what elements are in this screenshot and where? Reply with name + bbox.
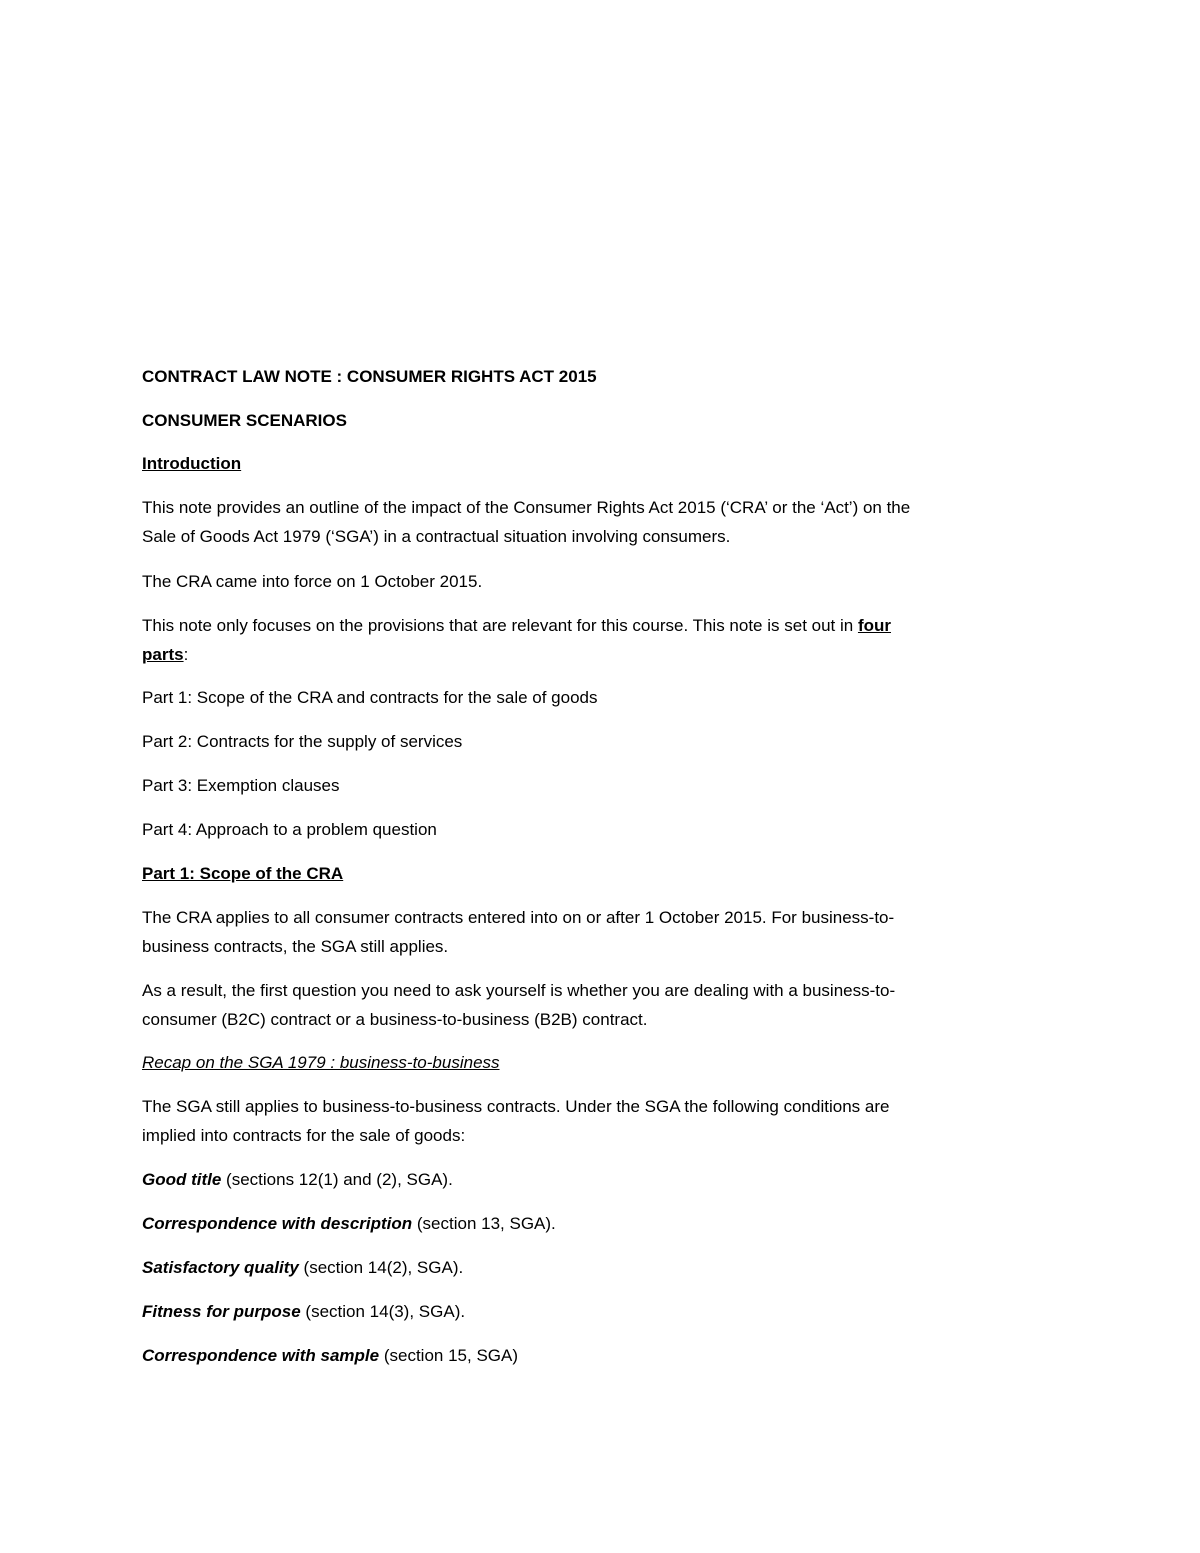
- condition-ref: (section 14(3), SGA).: [300, 1302, 466, 1321]
- four-emphasis: four: [857, 616, 891, 635]
- condition-ref: (section 13, SGA).: [412, 1214, 556, 1233]
- recap-paragraph-line-1: The SGA still applies to business-to-business contracts. Under the SGA the following conditions are: [142, 1097, 890, 1116]
- intro-paragraph-3-line-2: [142, 640, 188, 669]
- condition-item: [142, 1209, 556, 1238]
- document-subtitle: CONSUMER SCENARIOS: [142, 411, 347, 430]
- condition-item: [142, 1341, 518, 1370]
- part1-paragraph-1-line-2: business contracts, the SGA still applies.: [142, 937, 449, 956]
- condition-term: Good title: [142, 1170, 222, 1189]
- part1-paragraph-2-line-1: As a result, the first question you need to ask yourself is whether you are dealing with a business-to-: [142, 981, 896, 1000]
- condition-item: [142, 1165, 453, 1194]
- condition-term: Fitness for purpose: [142, 1302, 301, 1321]
- condition-item: [142, 1297, 465, 1326]
- recap-paragraph-line-2: implied into contracts for the sale of goods:: [142, 1126, 466, 1145]
- part1-paragraph-2-line-2: consumer (B2C) contract or a business-to-business (B2B) contract.: [142, 1010, 648, 1029]
- intro-paragraph-3-line-1: [142, 611, 891, 640]
- intro-paragraph-1-line-2: Sale of Goods Act 1979 (‘SGA’) in a contractual situation involving consumers.: [142, 527, 731, 546]
- condition-item: [142, 1253, 463, 1282]
- intro-paragraph-2: The CRA came into force on 1 October 2015.: [142, 572, 483, 591]
- part1-heading: Part 1: Scope of the CRA: [142, 864, 344, 883]
- parts-colon: :: [183, 645, 189, 664]
- recap-heading: Recap on the SGA 1979 : business-to-business: [142, 1053, 500, 1072]
- document-title: CONTRACT LAW NOTE : CONSUMER RIGHTS ACT 2015: [142, 367, 597, 386]
- condition-term: Satisfactory quality: [142, 1258, 299, 1277]
- intro-heading: Introduction: [142, 454, 242, 473]
- part-list-item-2: Part 2: Contracts for the supply of services: [142, 732, 463, 751]
- condition-term: Correspondence with sample: [142, 1346, 380, 1365]
- part-list-item-4: Part 4: Approach to a problem question: [142, 820, 437, 839]
- condition-ref: (section 14(2), SGA).: [298, 1258, 464, 1277]
- parts-emphasis: parts: [142, 645, 184, 664]
- part1-paragraph-1-line-1: The CRA applies to all consumer contracts entered into on or after 1 October 2015. For business-to-: [142, 908, 895, 927]
- condition-term: Correspondence with description: [142, 1214, 413, 1233]
- intro-paragraph-3-text: This note only focuses on the provisions that are relevant for this course. This note is set out in: [142, 616, 858, 635]
- part-list-item-3: Part 3: Exemption clauses: [142, 776, 340, 795]
- part-list-item-1: Part 1: Scope of the CRA and contracts for the sale of goods: [142, 688, 598, 707]
- intro-paragraph-1-line-1: This note provides an outline of the impact of the Consumer Rights Act 2015 (‘CRA’ or the ‘Act’) on the: [142, 498, 911, 517]
- condition-ref: (sections 12(1) and (2), SGA).: [221, 1170, 453, 1189]
- condition-ref: (section 15, SGA): [379, 1346, 519, 1365]
